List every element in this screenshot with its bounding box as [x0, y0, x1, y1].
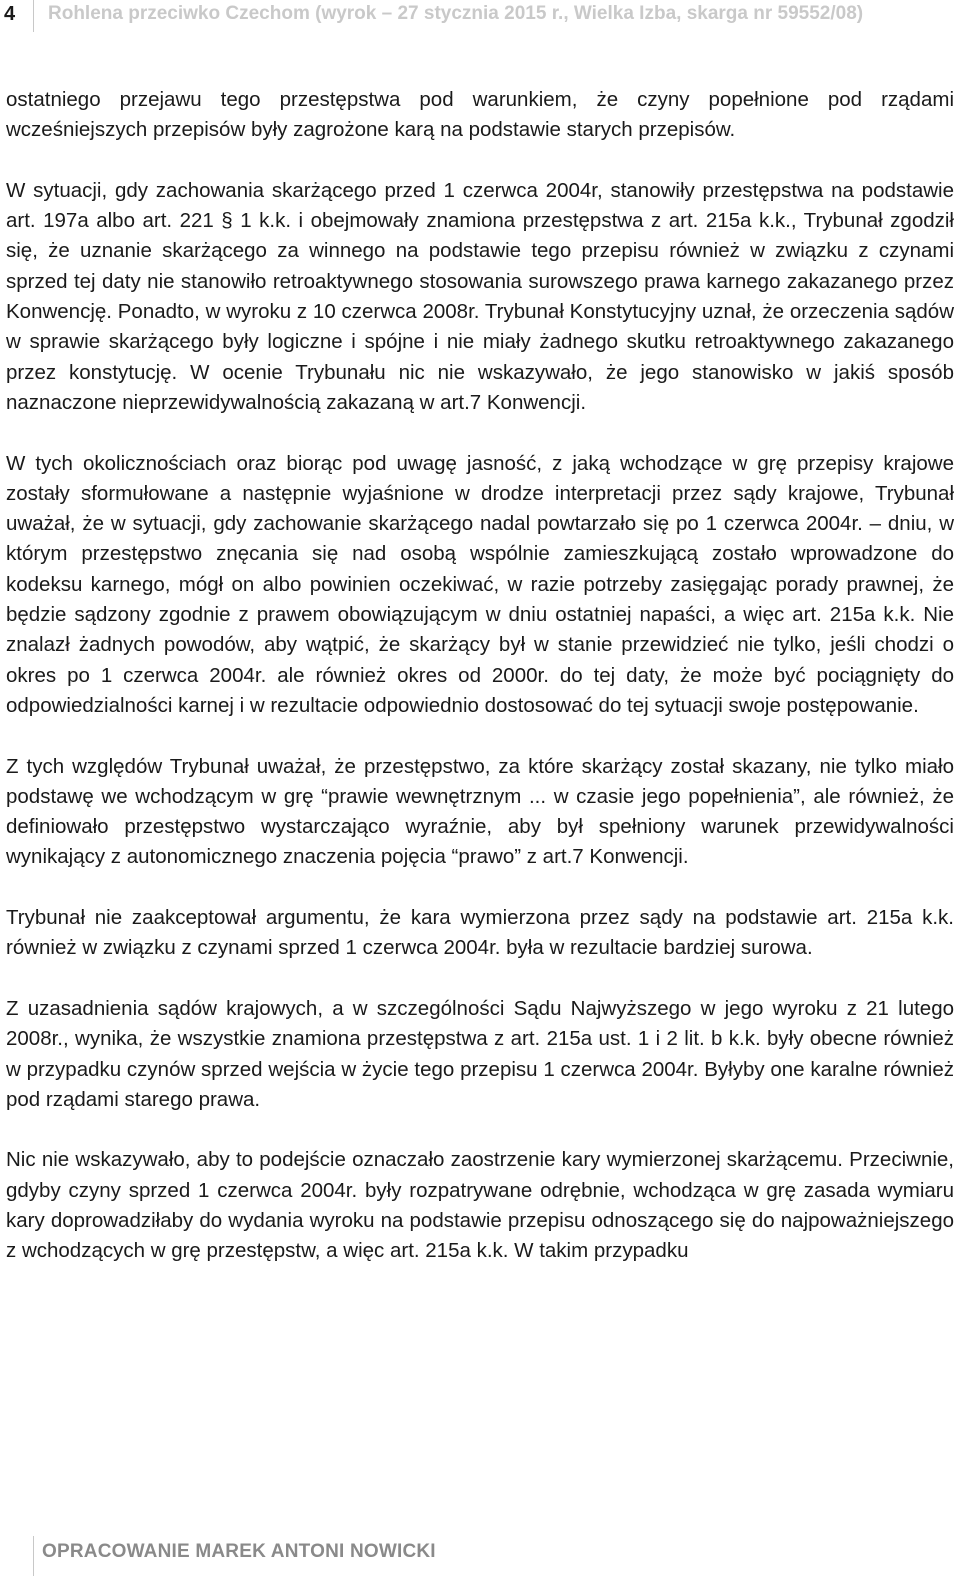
paragraph-6: Z uzasadnienia sądów krajowych, a w szczególności Sądu Najwyższego w jego wyroku z 21 lutego 2008r., wynika, że wszystkie znamiona przestępstwa z art. 215a ust. 1 i 2 lit. b k.k. były obecne również w przypadku czynów sprzed wejścia w życie tego przepisu 1 czerwca 2004r. Byłyby one karalne również pod rządami starego prawa. — [6, 996, 954, 1111]
page-footer — [0, 1536, 960, 1576]
paragraph-1: ostatniego przejawu tego przestępstwa pod warunkiem, że czyny popełnione pod rządami wcześniejszych przepisów były zagrożone karą na podstawie starych przepisów. — [6, 88, 954, 142]
paragraph-2: W sytuacji, gdy zachowania skarżącego przed 1 czerwca 2004r, stanowiły przestępstwa na podstawie art. 197a albo art. 221 § 1 k.k. i obejmowały znamiona przestępstwa z art. 215a k.k., Trybunał zgodził się, że uznanie skarżącego za winnego na podstawie tego przepisu również w związku z czynami sprzed tej daty nie stanowiło retroaktywnego stosowania surowszego prawa karnego zakazanego przez Konwencję. Ponadto, w wyroku z 10 czerwca 2008r. Trybunał Konstytucyjny uznał, że orzeczenia sądów w sprawie skarżącego były logiczne i spójne i nie miały żadnego skutku retroaktywnego zakazanego przez konstytucję. W ocenie Trybunału nic nie wskazywało, że jego stanowisko w jakiś sposób naznaczone nieprzewidywalnością zakazaną w art.7 Konwencji. — [6, 178, 954, 414]
paragraph-7: Nic nie wskazywało, aby to podejście oznaczało zaostrzenie kary wymierzonej skarżącemu. Przeciwnie, gdyby czyny sprzed 1 czerwca 2004r. były rozpatrywane odrębnie, wchodząca w grę zasada wymiaru kary doprowadziłaby do wydania wyroku na podstawie przepisu odnoszącego się do najpoważniejszego z wchodzących w grę przestępstw, a więc art. 215a k.k. W takim przypadku — [6, 1148, 954, 1263]
footer-author: OPRACOWANIE MAREK ANTONI NOWICKI — [42, 1541, 436, 1562]
page-number: 4 — [4, 3, 16, 25]
running-head: Rohlena przeciwko Czechom (wyrok – 27 stycznia 2015 r., Wielka Izba, skarga nr 59552/08) — [48, 3, 864, 24]
paragraph-5: Trybunał nie zaakceptował argumentu, że kara wymierzona przez sądy na podstawie art. 215a k.k. również w związku z czynami sprzed 1 czerwca 2004r. była w rezultacie bardziej surowa. — [6, 906, 954, 960]
footer-divider — [33, 1536, 34, 1576]
document-body — [6, 85, 954, 1267]
paragraph-4: Z tych względów Trybunał uważał, że przestępstwo, za które skarżący został skazany, nie tylko miało podstawę we wchodzącym w grę “prawie wewnętrznym ... w czasie jego popełnienia”, ale również, że definiowało przestępstwo wystarczająco wyraźnie, aby był spełniony warunek przewidywalności wynikający z autonomicznego znaczenia pojęcia “prawo” z art.7 Konwencji. — [6, 754, 954, 869]
page-header — [0, 0, 960, 34]
header-divider — [33, 0, 34, 32]
paragraph-3: W tych okolicznościach oraz biorąc pod uwagę jasność, z jaką wchodzące w grę przepisy krajowe zostały sformułowane a następnie wyjaśnione w drodze interpretacji przez sądy krajowe, Trybunał uważał, że w sytuacji, gdy zachowanie skarżącego nadal powtarzało się po 1 czerwca 2004r. – dniu, w którym przestępstwo znęcania się nad osobą wspólnie zamieszkującą zostało wprowadzone do kodeksu karnego, mógł on albo powinien oczekiwać, w razie potrzeby zasięgając porady prawnej, że będzie sądzony zgodnie z prawem obowiązującym w dniu ostatniej napaści, a więc art. 215a k.k. Nie znalazł żadnych powodów, aby wątpić, że skarżący był w stanie przewidzieć nie tylko, jeśli chodzi o okres po 1 czerwca 2004r. ale również okres od 2000r. do tej daty, że może być pociągnięty do odpowiedzialności karnej i w rezultacie odpowiednio dostosować do tej sytuacji swoje postępowanie. — [6, 451, 954, 717]
